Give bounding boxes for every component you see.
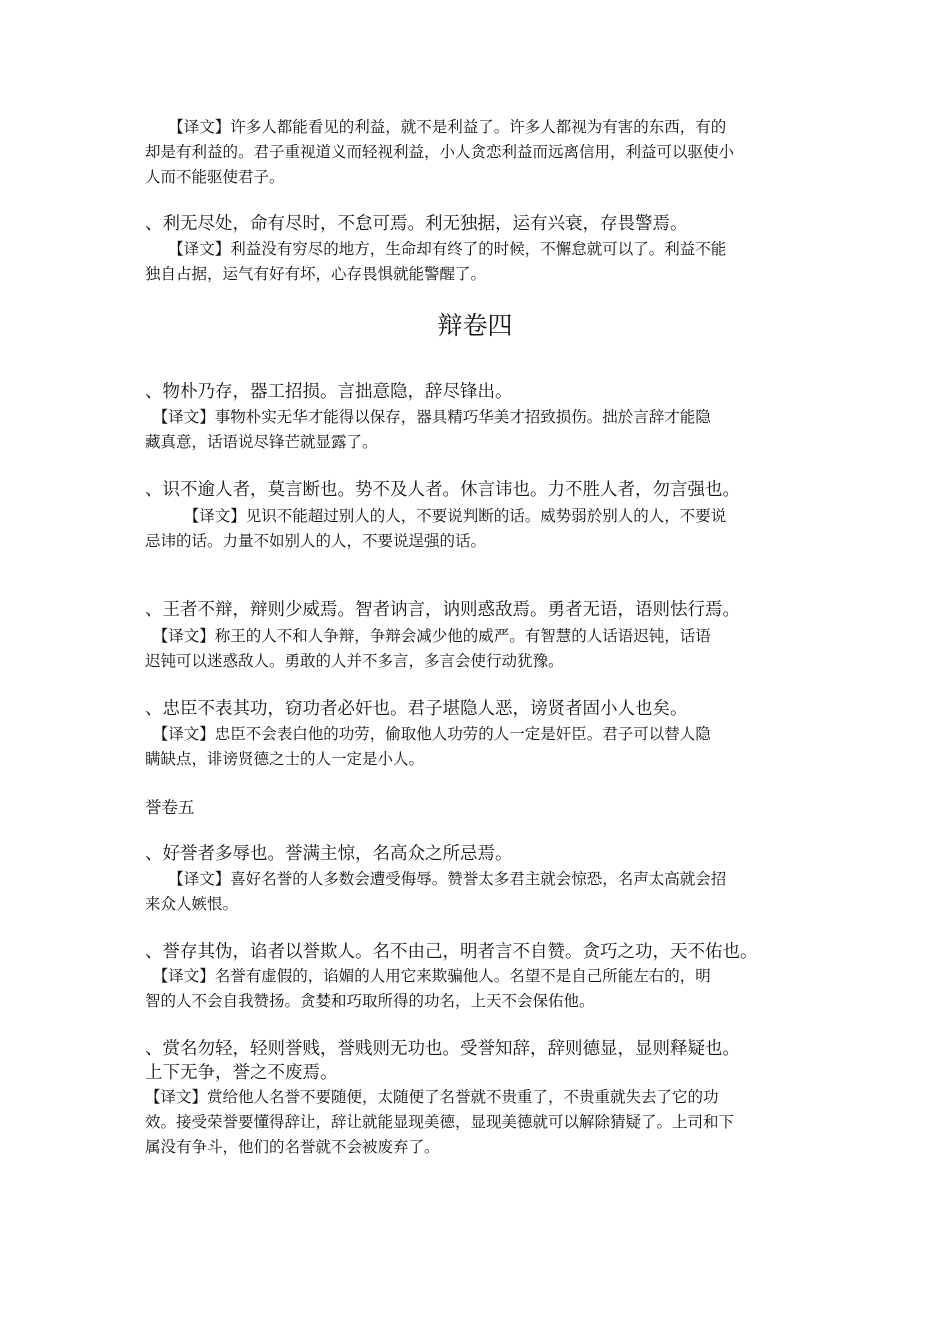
maxim-paragraph (145, 380, 815, 404)
maxim-paragraph (145, 478, 815, 502)
chapter-title: 辩卷四 (437, 311, 513, 340)
translation-paragraph (145, 624, 815, 674)
translation-paragraph (145, 237, 815, 287)
text-line: 【译文】事物朴实无华才能得以保存，器具精巧华美才招致损伤。拙於言辞才能隐 (145, 408, 711, 426)
translation-paragraph (145, 115, 815, 190)
text-line: 【译文】称王的人不和人争辩，争辩会减少他的威严。有智慧的人话语迟钝，话语 (145, 627, 711, 645)
text-line: 、誉存其伪，谄者以誉欺人。名不由己，明者言不自赞。贪巧之功，天不佑也。 (145, 942, 758, 962)
text-line: 属没有争斗，他们的名誉就不会被废弃了。 (145, 1138, 440, 1156)
text-line: 【译文】喜好名誉的人多数会遭受侮辱。赞誉太多君主就会惊恐，名声太高就会招 (145, 870, 727, 888)
text-line: 人而不能驱使君子。 (145, 168, 285, 186)
translation-paragraph (145, 964, 815, 1014)
text-line: 、忠臣不表其功，窃功者必奸也。君子堪隐人恶，谤贤者固小人也矣。 (145, 699, 688, 719)
text-line: 【译文】利益没有穷尽的地方，生命却有终了的时候，不懈怠就可以了。利益不能 (145, 240, 727, 258)
text-line: 、好誉者多辱也。誉满主惊，名高众之所忌焉。 (145, 844, 513, 864)
text-line: 智的人不会自我赞扬。贪婪和巧取所得的功名，上天不会保佑他。 (145, 992, 595, 1010)
text-line: 【译文】忠臣不会表白他的功劳，偷取他人功劳的人一定是奸臣。君子可以替人隐 (145, 725, 711, 743)
text-line: 、赏名勿轻，轻则誉贱，誉贱则无功也。受誉知辞，辞则德显，显则释疑也。 (145, 1039, 740, 1059)
text-line: 迟钝可以迷惑敌人。勇敢的人并不多言，多言会使行动犹豫。 (145, 652, 564, 670)
translation-paragraph (145, 1085, 815, 1160)
maxim-paragraph (145, 697, 815, 721)
text-line: 独自占据，运气有好有坏，心存畏惧就能警醒了。 (145, 265, 487, 283)
maxim-paragraph (145, 842, 815, 866)
text-line: 上下无争，誉之不废焉。 (145, 1063, 338, 1083)
text-line: 却是有利益的。君子重视道义而轻视利益，小人贪恋利益而远离信用，利益可以驱使小 (145, 143, 735, 161)
text-line: 、王者不辩，辩则少威焉。智者讷言，讷则惑敌焉。勇者无语，语则怯行焉。 (145, 600, 740, 620)
text-line: 忌讳的话。力量不如别人的人，不要说逞强的话。 (145, 532, 487, 550)
text-line: 【译文】赏给他人名誉不要随便，太随便了名誉就不贵重了，不贵重就失去了它的功 (145, 1088, 719, 1106)
text-line: 【译文】名誉有虚假的，谄媚的人用它来欺骗他人。名望不是自己所能左右的，明 (145, 967, 711, 985)
translation-paragraph (145, 722, 815, 772)
maxim-paragraph (145, 598, 815, 622)
text-line: 、物朴乃存，器工招损。言拙意隐，辞尽锋出。 (145, 382, 513, 402)
text-line: 瞒缺点，诽谤贤德之士的人一定是小人。 (145, 750, 425, 768)
section-heading: 誉卷五 (145, 798, 195, 817)
text-line: 、利无尽处，命有尽时，不怠可焉。利无独据，运有兴衰，存畏警焉。 (145, 214, 688, 234)
text-line: 效。接受荣誉要懂得辞让，辞让就能显现美德，显现美德就可以解除猜疑了。上司和下 (145, 1113, 735, 1131)
text-line: 来众人嫉恨。 (145, 895, 239, 913)
translation-paragraph (145, 504, 815, 554)
text-line: 【译文】见识不能超过别人的人，不要说判断的话。威势弱於别人的人，不要说 (145, 507, 727, 525)
text-line: 、识不逾人者，莫言断也。势不及人者。休言讳也。力不胜人者，勿言强也。 (145, 480, 740, 500)
text-line: 藏真意，话语说尽锋芒就显露了。 (145, 433, 378, 451)
maxim-paragraph (145, 940, 815, 964)
maxim-paragraph (145, 1037, 815, 1085)
translation-paragraph (145, 405, 815, 455)
translation-paragraph (145, 867, 815, 917)
maxim-paragraph (145, 212, 815, 236)
text-line: 【译文】许多人都能看见的利益，就不是利益了。许多人都视为有害的东西，有的 (145, 118, 727, 136)
